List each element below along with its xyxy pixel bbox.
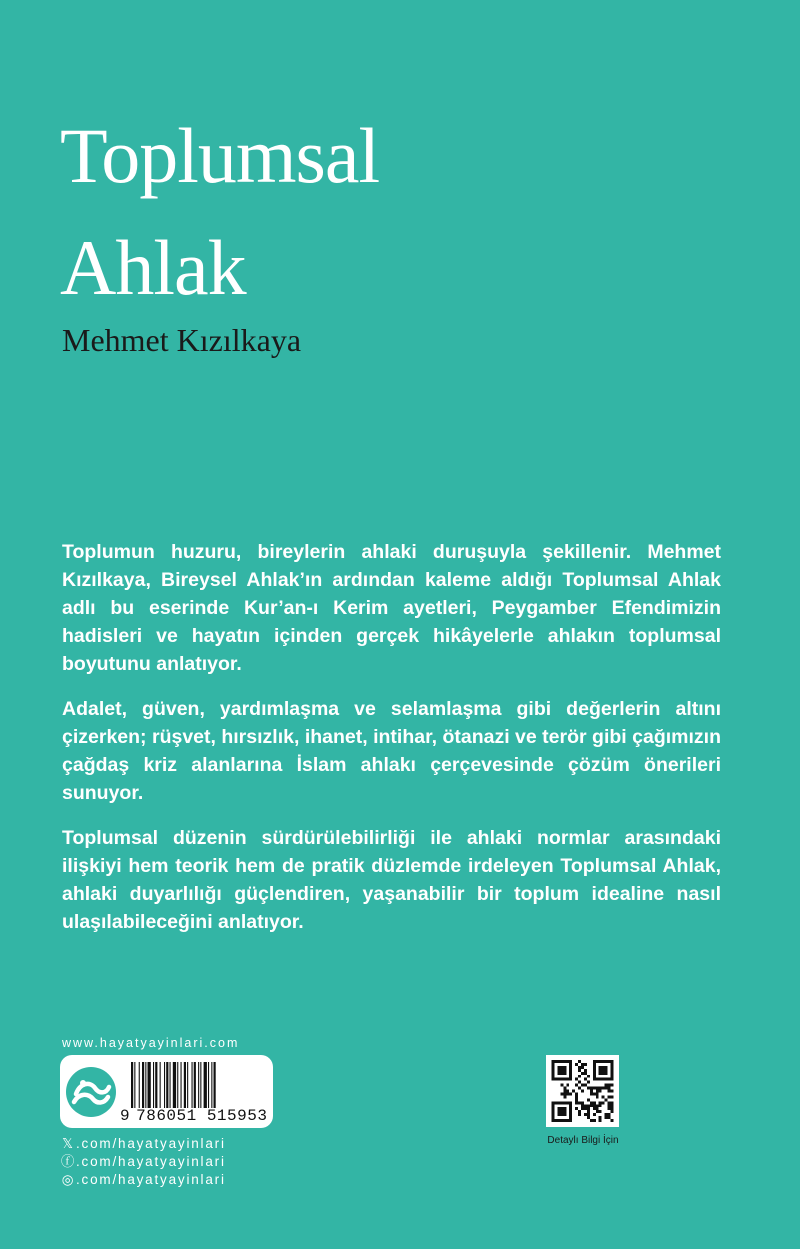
title-line-2: Ahlak (60, 224, 246, 311)
qr-caption: Detaylı Bilgi İçin (547, 1135, 619, 1146)
isbn-digits: 786051 515953 (136, 1107, 268, 1125)
title-line-1: Toplumsal (60, 112, 380, 199)
qr-code-icon[interactable] (546, 1055, 619, 1127)
blurb-paragraph: Toplumun huzuru, bireylerin ahlaki duruşuyla şekillenir. Mehmet Kızılkaya, Bireysel Ahlak’ın ardından kaleme aldığı Toplumsal Ahlak adlı bu eserinde Kur’an-ı Kerim ayetleri, Peygamber Efendimizin hadisleri ve hayatın içinden gerçek hikâyelerle ahlakın toplumsal boyutunu anlatıyor. (62, 541, 721, 675)
author-name: Mehmet Kızılkaya (62, 322, 302, 358)
social-link-text: .com/hayatyayinlari (76, 1172, 226, 1187)
social-link-instagram[interactable] (62, 1171, 226, 1189)
blurb-paragraph: Adalet, güven, yardımlaşma ve selamlaşma gibi değerlerin altını çizerken; rüşvet, hırsızlık, ihanet, intihar, ötanazi ve terör gibi çağımızın çağdaş kriz alanlarına İslam ahlakı çerçevesinde çözüm önerileri sunuyor. (62, 698, 721, 804)
barcode (130, 1062, 268, 1108)
instagram-icon: ◎ (61, 1172, 76, 1187)
facebook-icon: ⓕ (60, 1154, 77, 1169)
book-title (60, 100, 379, 324)
publisher-website: www.hayatyayinlari.com (62, 1036, 240, 1050)
social-link-text: .com/hayatyayinlari (76, 1136, 226, 1151)
social-link-x[interactable] (62, 1135, 226, 1153)
blurb-paragraph: Toplumsal düzenin sürdürülebilirliği ile ahlaki normlar arasındaki ilişkiyi hem teorik hem de pratik düzlemde irdeleyen Toplumsal Ahlak, ahlaki duyarlılığı güçlendiren, yaşanabilir bir toplum idealine nasıl ulaşılabileceğini anlatıyor. (62, 827, 721, 933)
publisher-logo-icon (66, 1067, 116, 1117)
isbn-number (120, 1107, 267, 1125)
social-links (62, 1135, 226, 1189)
x-icon: 𝕏 (62, 1136, 75, 1151)
social-link-text: .com/hayatyayinlari (76, 1154, 226, 1169)
blurb (62, 538, 721, 953)
isbn-lead-digit: 9 (120, 1107, 131, 1125)
social-link-facebook[interactable] (62, 1153, 226, 1171)
barcode-card (60, 1055, 273, 1128)
